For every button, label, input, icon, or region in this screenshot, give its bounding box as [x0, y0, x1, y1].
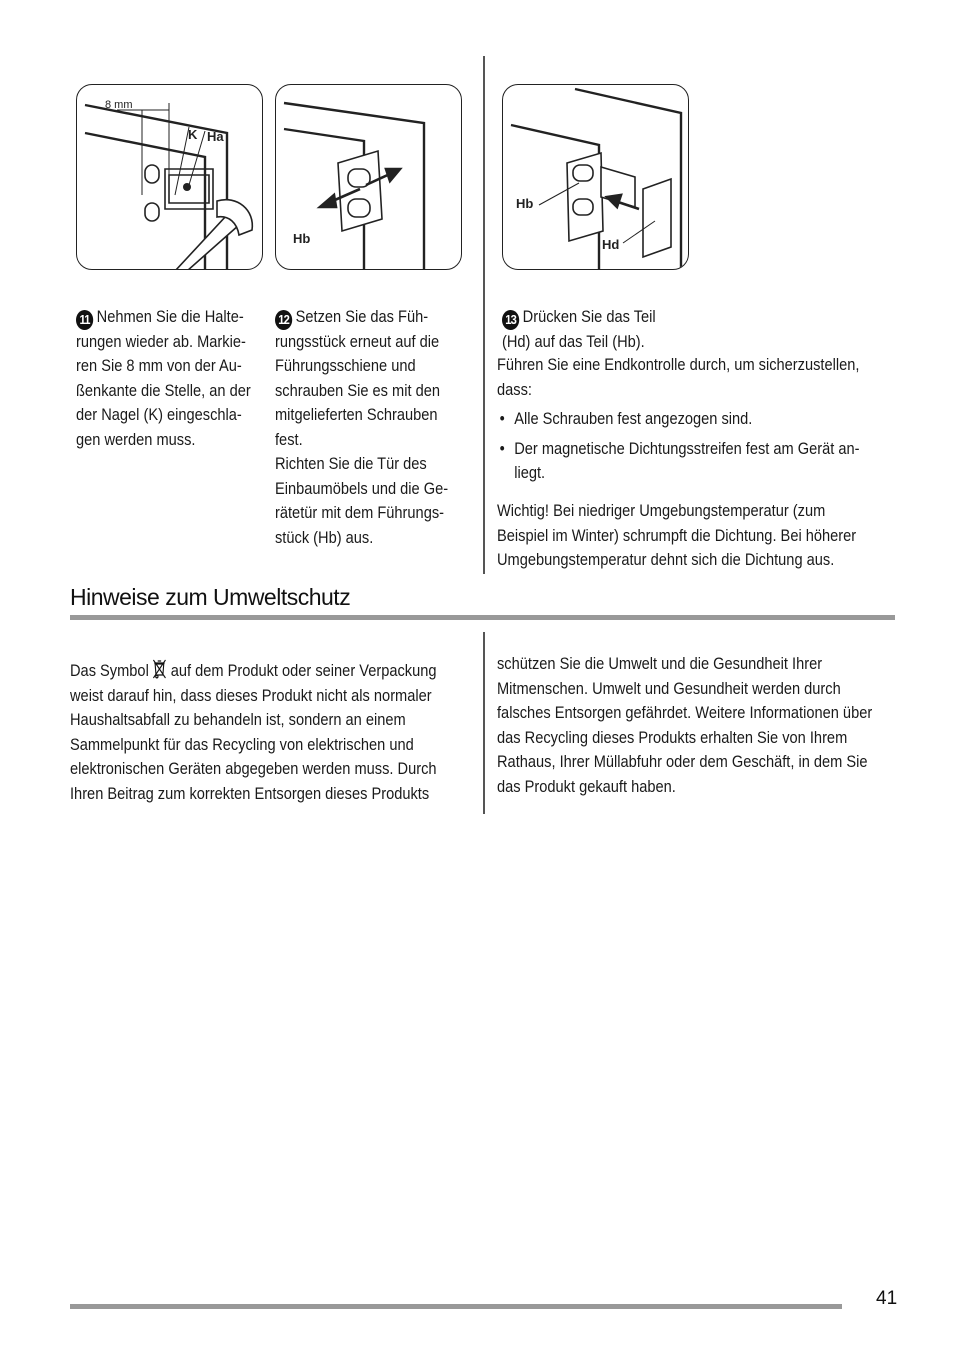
final-check-intro: Führen Sie eine Endkontrolle durch, um sicherzustellen, dass: [497, 355, 860, 399]
figure-13-press-cover [502, 84, 689, 270]
fig12-label-hb: Hb [293, 231, 311, 246]
fig13-label-hd: Hd [602, 237, 620, 252]
step-13-number: 13 [502, 310, 519, 330]
fig11-label-8mm: 8 mm [105, 99, 133, 111]
warning-text: Bei niedriger Umgebungstemperatur (zum Beispiel im Winter) schrumpft die Dichtung. Bei höherer Umgebungstemperatur dehnt sich die Dichtung aus. [497, 501, 857, 569]
figure-12-guide-piece [275, 84, 462, 270]
environment-text-before-symbol: Das Symbol [70, 661, 153, 680]
column-divider-bottom [483, 632, 485, 814]
step-12-number: 12 [275, 310, 292, 330]
warning-label: Wichtig! [497, 501, 550, 520]
fig11-label-k: K [188, 127, 198, 142]
section-heading-rule [70, 615, 895, 620]
step-11-number: 11 [76, 310, 93, 330]
environment-text-after-symbol: auf dem Produkt oder seiner Verpackung weist darauf hin, dass dieses Produkt nicht als normaler Haushaltsabfall zu behandeln ist, sondern an einem Sammelpunkt für das Recycling von elektrischen und elektronischen Geräten abgegeben werden muss. Durch Ihren Beitrag zum korrekten Entsorgen dieses Produkts [70, 661, 437, 803]
step-11-text: Nehmen Sie die Halte- rungen wieder ab. Markie- ren Sie 8 mm von der Au- ßenkante die Stelle, an der der Nagel (K) eingeschla- gen werden muss. [76, 306, 251, 449]
step-13 [502, 280, 722, 354]
final-check-item: • Der magnetische Dichtungsstreifen fest am Gerät an- liegt. [497, 437, 897, 486]
figure-11-illustration [77, 85, 263, 270]
fig13-label-hb: Hb [516, 196, 534, 211]
final-check-list [497, 407, 897, 486]
warning-paragraph [497, 499, 897, 573]
step-11 [76, 280, 266, 452]
step-12 [275, 280, 475, 550]
figure-13-illustration [503, 85, 689, 270]
fig11-label-ha: Ha [207, 129, 224, 144]
figure-11-hinge-marking [76, 84, 263, 270]
final-check-item: • Alle Schrauben fest angezogen sind. [497, 407, 897, 432]
environment-column-2: schützen Sie die Umwelt und die Gesundheit Ihrer Mitmenschen. Umwelt und Gesundheit werden durch falsches Entsorgen gefährdet. Weitere Informationen über das Recycling dieses Produkts erhalten Sie von Ihrem Rathaus, Ihrer Müllabfuhr oder dem Geschäft, in dem Sie das Produkt gekauft haben. [497, 654, 873, 796]
column-divider-top [483, 56, 485, 574]
page-number: 41 [876, 1288, 898, 1309]
environment-column-1 [70, 659, 475, 806]
section-heading-environment: Hinweise zum Umweltschutz [70, 584, 351, 610]
footer-rule [70, 1304, 842, 1309]
step-13-text: Drücken Sie das Teil (Hd) auf das Teil (Hb). [502, 306, 656, 351]
step-12-text: Setzen Sie das Füh- rungsstück erneut auf die Führungsschiene und schrauben Sie es mit den mitgelieferten Schrauben fest. Richten Sie die Tür des Einbaumöbels und die Ge- rätetür mit dem Führungs- stück (Hb) aus. [275, 306, 449, 547]
crossed-out-wheelie-bin-icon [153, 659, 167, 679]
